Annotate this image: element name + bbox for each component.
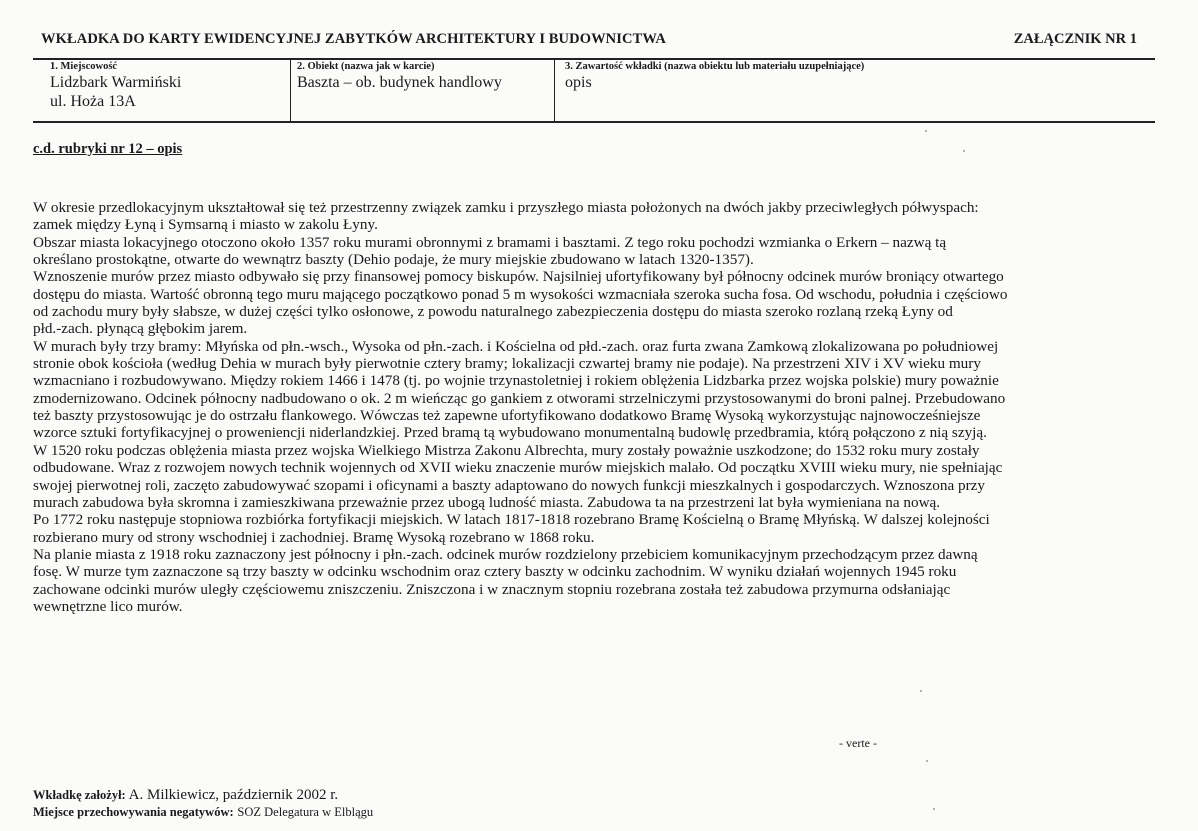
- body-line: dostępu do miasta. Wartość obronną tego muru mającego początkowo ponad 5 m wysokości wzmacniała szeroka sucha fosa. Od wschodu, południa i częściowo: [33, 285, 1008, 303]
- body-line: W murach były trzy bramy: Młyńska od płn.-wsch., Wysoka od płn.-zach. i Kościelna od płd.-zach. oraz furta zwana Zamkową zlokalizowana po południowej: [33, 337, 999, 355]
- scan-speck: [920, 690, 922, 692]
- body-line: rozbierano mury od strony wschodniej i zachodniej. Bramę Wysoką rozebrano w 1868 roku.: [33, 528, 595, 546]
- body-line: stronie obok kościoła (według Dehia w murach były pierwotnie cztery bramy; lokalizacji czwartej bramy nie podaje). Na przestrzeni XIV i XV wieku mury: [33, 355, 981, 373]
- body-line: zachowane odcinki murów uległy częściowemu zniszczeniu. Zniszczona i w znacznym stopniu rozebrana została też zabudowa przymurna odsłaniając: [33, 580, 951, 598]
- field-value-line: Lidzbark Warmiński: [50, 74, 182, 91]
- section-heading: c.d. rubryki nr 12 – opis: [33, 141, 183, 157]
- body-line: W 1520 roku podczas oblężenia miasta przez wojska Wielkiego Mistrza Zakonu Albrechta, mury zostały poważnie uszkodzone; do 1532 roku mury zostały: [33, 441, 980, 459]
- body-line: Wznoszenie murów przez miasto odbywało się przy finansowej pomocy biskupów. Najsilniej ufortyfikowany był północny odcinek murów broniący otwartego: [33, 268, 1004, 286]
- description-body: [33, 199, 1163, 615]
- body-line: określano prostokątne, otwarte do wewnątrz baszty (Dehio podaje, że mury miejskie zbudowano w latach 1320-1357).: [33, 251, 754, 269]
- field-value-line: ul. Hoża 13A: [50, 93, 136, 110]
- body-line: odbudowane. Wraz z rozwojem nowych technik wojennych od XVII wieku znaczenie murów miejskich malało. Od początku XVIII wieku mury, nie spełniając: [33, 459, 1003, 477]
- document-title: WKŁADKA DO KARTY EWIDENCYJNEJ ZABYTKÓW ARCHITEKTURY I BUDOWNICTWA: [41, 31, 666, 47]
- field-content: [565, 61, 1145, 121]
- scan-speck: [933, 808, 935, 810]
- annex-number: ZAŁĄCZNIK NR 1: [1013, 31, 1137, 47]
- field-label: 3. Zawartość wkładki (nazwa obiektu lub materiału uzupełniające): [565, 61, 865, 72]
- author-value: A. Milkiewicz, październik 2002 r.: [128, 787, 339, 803]
- body-line: Na planie miasta z 1918 roku zaznaczony jest północny i płn.-zach. odcinek murów rozdzielony przebiciem komunikacyjnym przechodzącym przez dawną: [33, 545, 978, 563]
- body-line: wewnętrzne lico murów.: [33, 597, 183, 615]
- scan-speck: [926, 760, 928, 762]
- body-line: Po 1772 roku następuje stopniowa rozbiórka fortyfikacji miejskich. W latach 1817-1818 rozebrano Bramę Kościelną o Bramę Młyńską. W dalszej kolejności: [33, 511, 990, 529]
- storage-line: [33, 804, 373, 821]
- author-line: [33, 787, 338, 804]
- table-top-rule: [33, 58, 1155, 60]
- scan-speck: [925, 130, 927, 132]
- storage-value: SOZ Delegatura w Elblągu: [237, 805, 374, 819]
- field-label: 1. Miejscowość: [50, 61, 118, 72]
- field-value: [565, 73, 1145, 92]
- field-object: [297, 61, 547, 121]
- body-line: Obszar miasta lokacyjnego otoczono około 1357 roku murami obronnymi z bramami i basztami. Z tego roku pochodzi wzmianka o Erkern – nazwą tą: [33, 233, 947, 251]
- body-line: fosę. W murze tym zaznaczone są trzy baszty w odcinku wschodnim oraz cztery baszty w odcinku zachodnim. W wyniku działań wojennych 1945 roku: [33, 563, 957, 581]
- body-line: zamek między Łyną i Symsarną i miasto w zakolu Łyny.: [33, 216, 378, 234]
- body-line: wzmacniano i rozbudowywano. Między rokiem 1466 i 1478 (tj. po wojnie trzynastoletniej i rokiem oblężenia Lidzbarka przez wojska polskie) mury poważnie: [33, 372, 999, 390]
- scan-speck: [963, 150, 965, 152]
- field-label: 2. Obiekt (nazwa jak w karcie): [297, 61, 435, 72]
- verte-note: - verte -: [839, 736, 877, 750]
- table-bottom-rule: [33, 121, 1155, 123]
- body-line: płd.-zach. płynącą głębokim jarem.: [33, 320, 248, 338]
- body-line: od zachodu mury były słabsze, w dużej części tylko osłonowe, z powodu naturalnego zabezpieczenia dostępu do miasta szeroko rozlaną rzeką Łyny od: [33, 303, 953, 321]
- field-value-line: Baszta – ob. budynek handlowy: [297, 74, 502, 91]
- body-line: też baszty przystosowując je do ostrzału flankowego. Wówczas też zapewne ufortyfikowano dodatkowo Bramę Wysoką wykorzystując najnowocześniejsze: [33, 407, 981, 425]
- body-line: murach zabudowa była skromna i zamieszkiwana przeważnie przez ubogą ludność miasta. Zabudowa ta na przestrzeni lat była wymieniana na nową.: [33, 493, 941, 511]
- field-locality: [50, 61, 285, 121]
- storage-label: Miejsce przechowywania negatywów:: [33, 805, 234, 819]
- author-label: Wkładkę założył:: [33, 788, 126, 802]
- body-line: W okresie przedlokacyjnym ukształtował się też przestrzenny związek zamku i przyszłego miasta położonych na dwóch jakby przeciwległych półwyspach:: [33, 199, 979, 216]
- body-line: wzorce sztuki fortyfikacyjnej o proweniencji niderlandzkiej. Przed bramą tą wybudowano monumentalną budowlę przedbramia, którą połączono z nią szyją.: [33, 424, 987, 442]
- body-line: swojej pierwotnej roli, zaczęto zabudowywać szopami i oficynami a baszty adaptowano do nowych funkcji mieszkalnych i gospodarczych. Wznoszona przy: [33, 476, 985, 494]
- field-value-line: opis: [565, 74, 592, 91]
- field-value: [50, 73, 285, 111]
- column-divider: [290, 59, 291, 122]
- field-value: [297, 73, 547, 92]
- body-line: zmodernizowano. Odcinek północny nadbudowano o ok. 2 m wieńcząc go gankiem z otworami strzelniczymi przystosowanymi do broni palnej. Przebudowano: [33, 389, 1006, 407]
- column-divider: [554, 59, 555, 122]
